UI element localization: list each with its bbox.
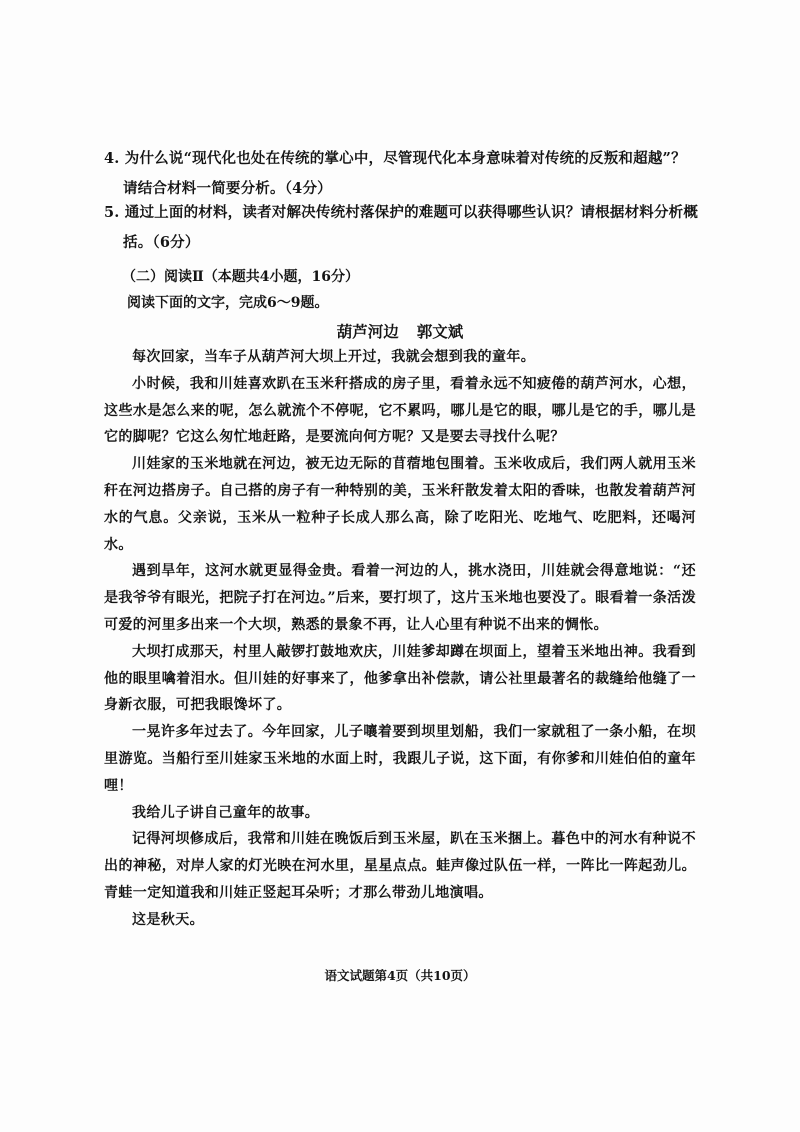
article-paragraph-6: 一晃许多年过去了。今年回家，儿子嚷着要到坝里划船，我们一家就租了一条小船，在坝里游览。当船行至川娃家玉米地的水面上时，我跟儿子说，这下面，有你爹和川娃伯伯的童年哩！	[104, 724, 696, 794]
article-paragraph-4: 遇到旱年，这河水就更显得金贵。看着一河边的人，挑水浇田，川娃就会得意地说：“还是我爷爷有眼光，把院子打在河边。”后来，要打坝了，这片玉米地也要没了。眼看着一条活泼可爱的河里多出来一个大坝，熟悉的景象不再，让人心里有种说不出来的惆怅。	[104, 563, 696, 633]
article-paragraph-8: 记得河坝修成后，我常和川娃在晚饭后到玉米屋，趴在玉米捆上。暮色中的河水有种说不出的神秘，对岸人家的灯光映在河水里，星星点点。蛙声像过队伍一样，一阵比一阵起劲儿。青蛙一定知道我和川娃正竖起耳朵听；才那么带劲儿地演唱。	[104, 831, 696, 901]
section-instruction: 阅读下面的文字，完成6～9题。	[127, 295, 329, 311]
article-title: 葫芦河边	[336, 322, 399, 341]
article-paragraph-2: 小时候，我和川娃喜欢趴在玉米秆搭成的房子里，看着永远不知疲倦的葫芦河水，心想，这些水是怎么来的呢，怎么就流个不停呢，它不累吗，哪儿是它的眼，哪儿是它的手，哪儿是它的脚呢？它这么匆忙地赶路，是要流向何方呢？又是要去寻找什么呢？	[104, 375, 696, 446]
question-4-line2: 请结合材料一简要分析。（4分）	[123, 180, 332, 197]
article-paragraph-5: 大坝打成那天，村里人敲锣打鼓地欢庆，川娃爹却蹲在坝面上，望着玉米地出神。我看到他的眼里噙着泪水。但川娃的好事来了，他爹拿出补偿款，请公社里最著名的裁缝给他缝了一身新衣服，可把我眼馋坏了。	[104, 643, 696, 714]
question-4-line1: 4. 为什么说“现代化也处在传统的掌心中，尽管现代化本身意味着对传统的反叛和超越”？	[104, 150, 686, 167]
article-heading	[0, 319, 800, 345]
article-author: 郭文斌	[416, 322, 464, 341]
question-5-line2: 括。（6分）	[123, 234, 200, 251]
article-body	[104, 344, 696, 934]
question-5-line1: 5. 通过上面的材料，读者对解决传统村落保护的难题可以获得哪些认识？请根据材料分析概	[104, 204, 699, 221]
article-paragraph-1: 每次回家，当车子从葫芦河大坝上开过，我就会想到我的童年。	[132, 349, 536, 365]
page-footer: 语文试题第4页（共10页）	[324, 968, 476, 983]
article-paragraph-7: 我给儿子讲自己童年的故事。	[132, 804, 320, 821]
article-paragraph-3: 川娃家的玉米地就在河边，被无边无际的苜蓿地包围着。玉米收成后，我们两人就用玉米秆在河边搭房子。自己搭的房子有一种特别的美，玉米秆散发着太阳的香味，也散发着葫芦河水的气息。父亲说，玉米从一粒种子长成人那么高，除了吃阳光、吃地气、吃肥料，还喝河水。	[104, 456, 696, 553]
article-paragraph-9: 这是秋天。	[132, 911, 204, 928]
question-5	[104, 198, 724, 258]
section-title: （二）阅读Ⅱ（本题共4小题，16分）	[122, 269, 360, 285]
question-4	[104, 144, 704, 204]
